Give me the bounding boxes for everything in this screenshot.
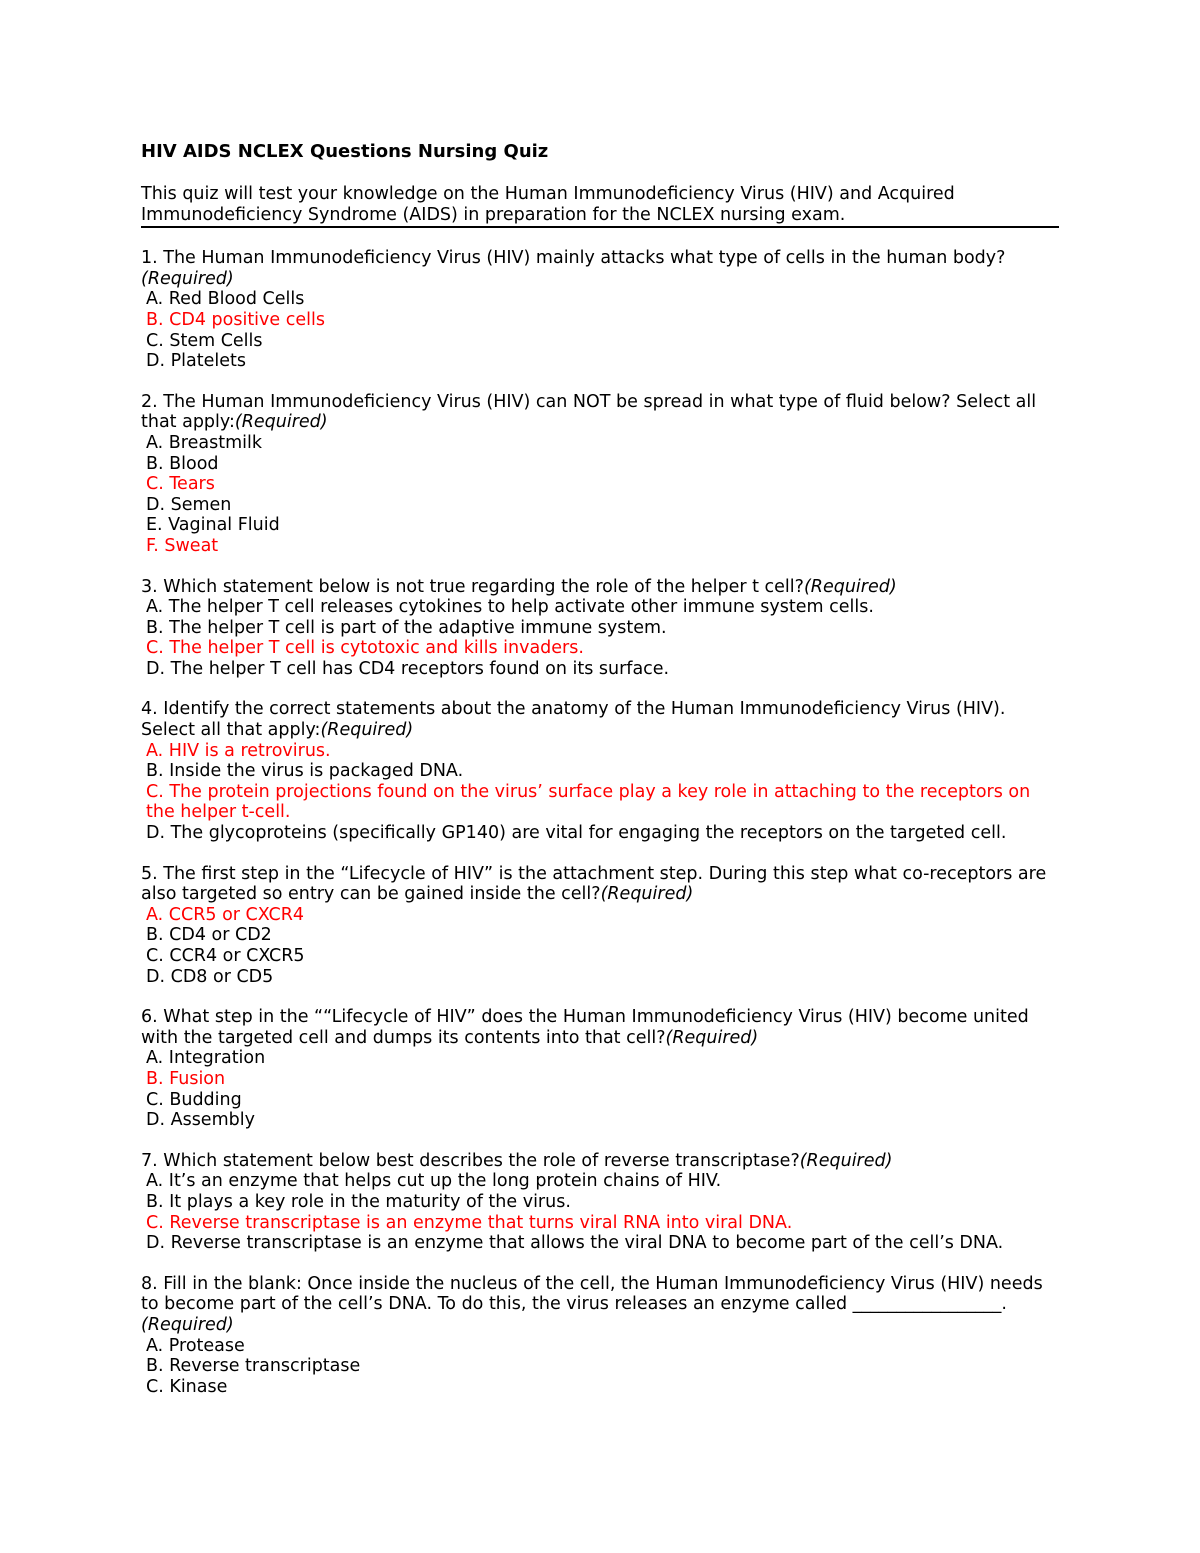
answer-option: D. The glycoproteins (specifically GP140) are vital for engaging the receptors on the targeted cell. (146, 823, 1007, 844)
answer-option: B. The helper T cell is part of the adaptive immune system. (146, 617, 667, 638)
question-number: 5. (141, 863, 158, 884)
question-number: 2. (141, 391, 158, 412)
question-number: 8. (141, 1273, 158, 1294)
answer-option-correct: A. CCR5 or CXCR4 (146, 904, 304, 925)
question-prompt: Fill in the blank: Once inside the nucleus of the cell, the Human Immunodeficiency Virus (HIV) needs to become part of the cell’s DNA. To do this, the virus releases an enzyme called _________________. (141, 1273, 1043, 1315)
required-label: (Required) (803, 576, 897, 597)
required-label: (Required) (799, 1150, 893, 1171)
document-page (141, 140, 1059, 1397)
answer-option: D. CD8 or CD5 (146, 966, 274, 987)
question-prompt: The first step in the “Lifecycle of HIV” is the attachment step. During this step what co-receptors are also targeted so entry can be gained inside the cell? (141, 863, 1047, 905)
question-text (141, 1274, 1059, 1336)
question-list (141, 248, 1059, 1397)
answer-option-correct: C. The helper T cell is cytotoxic and kills invaders. (146, 638, 584, 659)
answer-option-correct: B. CD4 positive cells (146, 309, 325, 330)
answer-option: D. Platelets (146, 351, 246, 372)
answer-option: C. Stem Cells (146, 330, 263, 351)
answer-option: B. Reverse transcriptase (146, 1356, 361, 1377)
required-label: (Required) (665, 1027, 759, 1048)
question-prompt: The Human Immunodeficiency Virus (HIV) mainly attacks what type of cells in the human body? (163, 248, 1006, 269)
question-prompt: Which statement below is not true regarding the role of the helper t cell? (163, 576, 804, 597)
question-number: 1. (141, 248, 158, 269)
document-title: HIV AIDS NCLEX Questions Nursing Quiz (141, 141, 549, 162)
required-label: (Required) (141, 1314, 234, 1335)
question-text (141, 864, 1059, 905)
answer-option: A. Protease (146, 1335, 245, 1356)
question-text (141, 1151, 1059, 1172)
question-text (141, 577, 1059, 598)
answer-option: A. Breastmilk (146, 432, 262, 453)
required-label: (Required) (600, 884, 694, 905)
question-text (141, 248, 1059, 289)
answer-option: A. Integration (146, 1048, 266, 1069)
answer-option: A. The helper T cell releases cytokines to help activate other immune system cells. (146, 597, 874, 618)
question-3 (141, 577, 1059, 680)
answer-option-correct: C. The protein projections found on the virus’ surface play a key role in attaching to the receptors on the helper t-cell. (146, 781, 1031, 823)
question-text (141, 392, 1059, 433)
answer-option: C. CCR4 or CXCR5 (146, 946, 305, 966)
answer-option: E. Vaginal Fluid (146, 515, 280, 536)
answer-option: C. Budding (146, 1089, 242, 1110)
answer-option: B. Inside the virus is packaged DNA. (146, 761, 464, 782)
question-prompt: Identify the correct statements about the anatomy of the Human Immunodeficiency Virus (HIV). Select all that apply: (141, 699, 1006, 741)
question-8 (141, 1274, 1059, 1398)
question-2 (141, 392, 1059, 557)
answer-option-correct: C. Tears (146, 474, 215, 495)
question-prompt: What step in the ““Lifecycle of HIV” does the Human Immunodeficiency Virus (HIV) become united with the targeted cell and dumps its contents into that cell? (141, 1007, 1029, 1048)
answer-option: B. CD4 or CD2 (146, 925, 272, 946)
question-prompt: Which statement below best describes the role of reverse transcriptase? (163, 1150, 800, 1171)
question-number: 4. (141, 699, 158, 720)
question-text (141, 1007, 1059, 1048)
question-4 (141, 699, 1059, 843)
answer-option: B. It plays a key role in the maturity of the virus. (146, 1191, 571, 1212)
answer-option: D. The helper T cell has CD4 receptors found on its surface. (146, 658, 670, 679)
required-label: (Required) (320, 720, 414, 741)
answer-option-correct: F. Sweat (146, 535, 219, 556)
question-5 (141, 864, 1059, 988)
required-label: (Required) (141, 268, 234, 289)
question-1 (141, 248, 1059, 372)
answer-option: A. It’s an enzyme that helps cut up the long protein chains of HIV. (146, 1171, 722, 1192)
answer-option: D. Semen (146, 494, 232, 515)
question-prompt: The Human Immunodeficiency Virus (HIV) can NOT be spread in what type of fluid below? Select all that apply: (141, 391, 1037, 433)
answer-option-correct: A. HIV is a retrovirus. (146, 740, 331, 761)
question-text (141, 699, 1059, 740)
document-intro: This quiz will test your knowledge on the Human Immunodeficiency Virus (HIV) and Acquired Immunodeficiency Syndrome (AIDS) in preparation for the NCLEX nursing exam. (141, 184, 1059, 228)
answer-option: B. Blood (146, 453, 219, 474)
answer-option-correct: C. Reverse transcriptase is an enzyme that turns viral RNA into viral DNA. (146, 1212, 793, 1233)
question-7 (141, 1151, 1059, 1254)
answer-option: C. Kinase (146, 1376, 228, 1397)
answer-option: D. Reverse transcriptase is an enzyme that allows the viral DNA to become part of the cell’s DNA. (146, 1233, 1004, 1254)
answer-option-correct: B. Fusion (146, 1068, 226, 1089)
answer-option: A. Red Blood Cells (146, 289, 305, 310)
question-number: 6. (141, 1007, 158, 1028)
required-label: (Required) (234, 412, 328, 433)
question-6 (141, 1007, 1059, 1131)
question-number: 3. (141, 576, 158, 597)
question-number: 7. (141, 1150, 158, 1171)
answer-option: D. Assembly (146, 1110, 255, 1131)
